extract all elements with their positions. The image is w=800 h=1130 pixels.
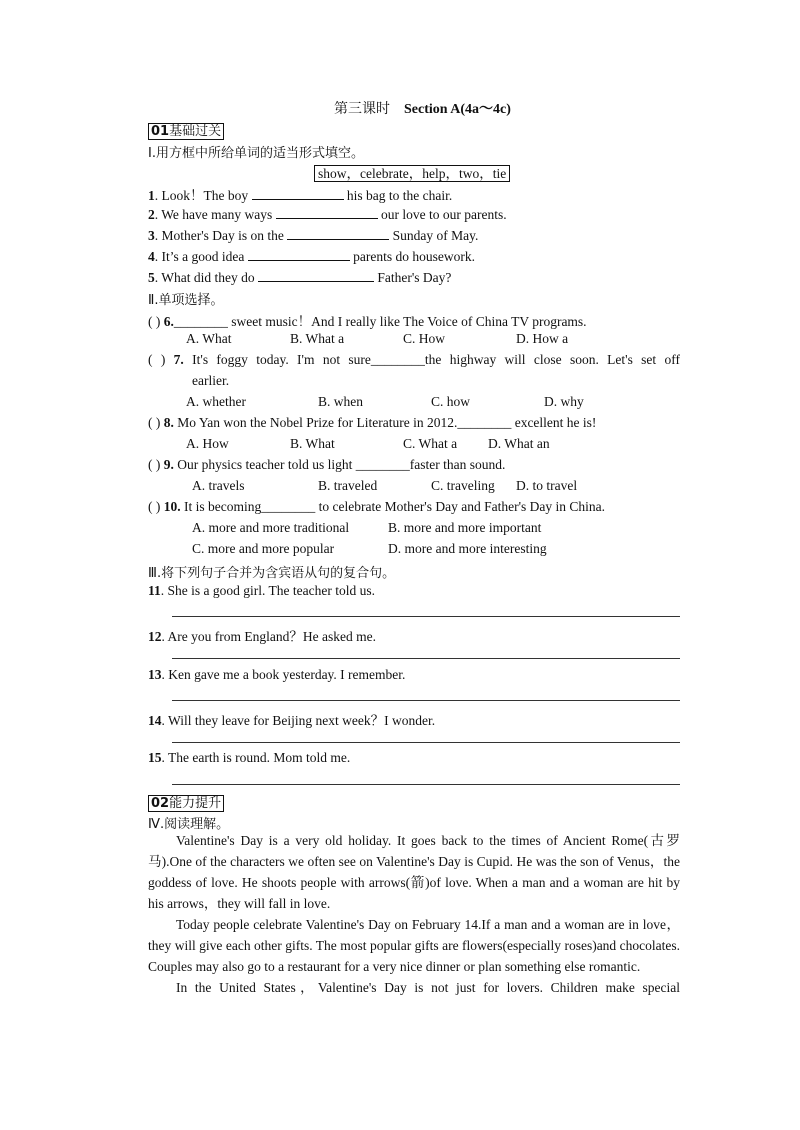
mc-option[interactable]: C. What a: [403, 436, 458, 451]
reading-paragraph: In the United States，Valentine's Day is not just for lovers. Children make special: [176, 980, 680, 995]
combine-item: 11. She is a good girl. The teacher told us.: [148, 583, 375, 598]
part-iv-heading: Ⅳ.阅读理解。: [148, 817, 230, 832]
word-box: [314, 162, 510, 182]
mc-question-cont: earlier.: [192, 373, 230, 388]
answer-paren[interactable]: ( ): [148, 499, 161, 514]
mc-option[interactable]: D. to travel: [516, 478, 578, 493]
mc-option[interactable]: A. more and more traditional: [192, 520, 350, 535]
word-box-text: show，celebrate，help，two，tie: [314, 165, 510, 182]
mc-option[interactable]: B. when: [318, 394, 363, 409]
answer-line[interactable]: [172, 742, 680, 743]
section-02-tag: [148, 792, 224, 811]
reading-passage: [148, 830, 680, 998]
mc-option[interactable]: A. whether: [186, 394, 246, 409]
combine-item: 14. Will they leave for Beijing next week？I wonder.: [148, 713, 436, 728]
answer-line[interactable]: [172, 658, 680, 659]
fill-item: 5. What did they do Father's Day?: [148, 270, 452, 285]
section-number: 02: [151, 796, 170, 811]
mc-question: ( ) 8. Mo Yan won the Nobel Prize for Literature in 2012.________ excellent he is!: [148, 415, 597, 430]
reading-paragraph: Today people celebrate Valentine's Day on February 14.If a man and a woman are in love， they will give each other gifts. The most popular gifts are flowers(especially roses)and chocolates. Couples may also go to a restaurant for a very nice dinner or plan something else romantic.: [148, 917, 680, 974]
section-label: 基础过关: [169, 124, 222, 139]
title-cn: 第三课时: [334, 102, 390, 117]
fill-item: 3. Mother's Day is on the Sunday of May.: [148, 228, 479, 243]
mc-option[interactable]: B. What: [290, 436, 335, 451]
mc-option[interactable]: B. more and more important: [388, 520, 542, 535]
answer-paren[interactable]: ( ): [148, 457, 161, 472]
mc-option[interactable]: D. more and more interesting: [388, 541, 547, 556]
answer-blank[interactable]: [276, 205, 378, 219]
mc-option[interactable]: B. traveled: [318, 478, 378, 493]
combine-item: 12. Are you from England？He asked me.: [148, 629, 376, 644]
part-ii-heading: Ⅱ.单项选择。: [148, 293, 224, 308]
mc-option[interactable]: C. traveling: [431, 478, 495, 493]
page-title: [334, 98, 511, 118]
mc-question: ( ) 10. It is becoming________ to celebrate Mother's Day and Father's Day in China.: [148, 499, 606, 514]
mc-option[interactable]: D. why: [544, 394, 584, 409]
answer-paren[interactable]: ( ): [148, 415, 161, 430]
mc-question: ( ) 7. It's foggy today. I'm not sure________the highway will close soon. Let's set off: [148, 352, 681, 367]
mc-option[interactable]: C. how: [431, 394, 471, 409]
mc-option[interactable]: C. more and more popular: [192, 541, 335, 556]
title-en: Section A(4a～4c): [404, 102, 511, 117]
answer-blank[interactable]: [248, 247, 350, 261]
mc-option[interactable]: D. What an: [488, 436, 550, 451]
section-number: 01: [151, 124, 170, 139]
answer-paren[interactable]: ( ): [148, 352, 166, 367]
mc-option[interactable]: A. travels: [192, 478, 245, 493]
mc-option[interactable]: D. How a: [516, 331, 569, 346]
section-01-tag: [148, 120, 224, 139]
part-i-heading: Ⅰ.用方框中所给单词的适当形式填空。: [148, 146, 364, 161]
mc-option[interactable]: A. How: [186, 436, 229, 451]
mc-option[interactable]: A. What: [186, 331, 232, 346]
answer-blank[interactable]: [258, 268, 374, 282]
mc-option[interactable]: C. How: [403, 331, 446, 346]
combine-item: 15. The earth is round. Mom told me.: [148, 750, 351, 765]
answer-blank[interactable]: [252, 186, 344, 200]
section-label: 能力提升: [169, 796, 222, 811]
mc-question: ( ) 6.________ sweet music！And I really like The Voice of China TV programs.: [148, 314, 587, 329]
combine-item: 13. Ken gave me a book yesterday. I remember.: [148, 667, 406, 682]
mc-option[interactable]: B. What a: [290, 331, 345, 346]
answer-line[interactable]: [172, 784, 680, 785]
mc-question: ( ) 9. Our physics teacher told us light ________faster than sound.: [148, 457, 506, 472]
fill-item: 1. Look！The boy his bag to the chair.: [148, 188, 453, 203]
answer-line[interactable]: [172, 700, 680, 701]
part-iii-heading: Ⅲ.将下列句子合并为含宾语从句的复合句。: [148, 566, 396, 581]
fill-item: 4. It’s a good idea parents do housework.: [148, 249, 475, 264]
answer-paren[interactable]: ( ): [148, 314, 161, 329]
reading-paragraph: Valentine's Day is a very old holiday. It goes back to the times of Ancient Rome(古罗马).One of the characters we often see on Valentine's Day is Cupid. He was the son of Venus，the goddess of love. He shoots people with arrows(箭)of love. When a man and a woman are hit by his arrows，they will fall in love.: [148, 833, 680, 911]
answer-blank[interactable]: [287, 226, 389, 240]
fill-item: 2. We have many ways our love to our parents.: [148, 207, 507, 222]
answer-line[interactable]: [172, 616, 680, 617]
